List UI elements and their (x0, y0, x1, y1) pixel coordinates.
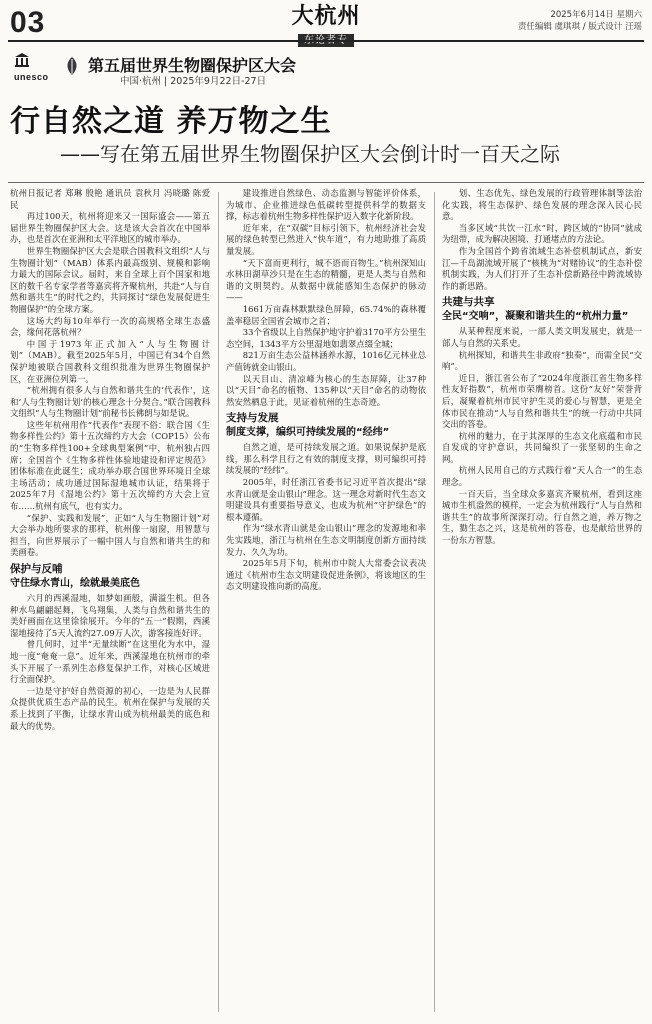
leaf-icon (64, 56, 80, 76)
paragraph: 中国于1973年正式加入“人与生物圈计划”（MAB）。截至2025年5月，中国已有34个自然保护地被联合国教科文组织批准为世界生物圈保护区，在亚洲位列第一。 (10, 338, 210, 384)
paragraph: 1661万亩森林默默绿色屏障，65.74%的森林覆盖率稳居全国省会城市之首； (226, 303, 426, 326)
issue-meta (518, 9, 642, 33)
paragraph: “保护、实践和发展”，正如“人与生物圈计划”对大会举办地所要求的那样，杭州像一扇窗，用智慧与担当，向世界展示了一幅中国人与自然和谐共生的和美画卷。 (10, 512, 210, 558)
article-column-3 (442, 188, 642, 1018)
masthead (0, 0, 652, 42)
paragraph: “杭州拥有很多人与自然和谐共生的‘代表作’，这和‘人与生物圈计划’的核心理念十分契合。”联合国教科文组织“人与生物圈计划”前秘书长佛朗与如是说。 (10, 385, 210, 419)
issue-date: 2025年6月14日 星期六 (550, 10, 642, 20)
paragraph: 这场大约每10年举行一次的高规格全球生态盛会，缘何花落杭州？ (10, 315, 210, 338)
paragraph: 建设推进自然绿色、动态监测与智能评价体系，为城市、企业推进绿色低碳转型提供科学的数据支撑，标志着杭州生物多样性保护迈入数字化新阶段。 (226, 188, 426, 222)
paragraph: 2005年，时任浙江省委书记习近平首次提出“绿水青山就是金山银山”理念。这一理念对新时代生态文明建设具有重要指导意义，也成为杭州“守护绿色”的根本遵循。 (226, 477, 426, 522)
paragraph: 近日，浙江省公布了“2024年度浙江省生物多样性友好指数”，杭州市荣膺榜首。这份“友好”荣誉背后，凝聚着杭州市民守护生灵的爱心与智慧，更是全体市民在推动“人与自然和谐共生”的统一行动中共同交出的答卷。 (442, 372, 642, 430)
brand-title: 大杭州 (291, 3, 361, 29)
editor-credit: 责任编辑 虞琪琪 / 版式设计 汪瑶 (517, 22, 642, 32)
article-column-2 (226, 188, 426, 1018)
section-heading: 支持与发展 (226, 412, 279, 425)
paragraph: 一百天后，当全球众多嘉宾齐聚杭州，看到这座城市生机盎然的模样，一定会为杭州践行“人与自然和谐共生”的故事所深深打动。行自然之道，养万物之生，勠生态之兴，这是杭州的答卷，也是献给世界的一份东方智慧。 (442, 488, 642, 546)
event-subtitle: 中国·杭州 | 2025年9月22日-27日 (120, 76, 267, 87)
section-subheading: 制度支撑，编织可持续发展的“经纬” (226, 427, 390, 439)
column-divider (434, 192, 435, 1012)
paragraph: 划、生态优先、绿色发展的行政管理体制等法治化实践，将生态保护、绿色发展的理念深入民心民意。 (442, 188, 642, 222)
subheadline: ——写在第五届世界生物圈保护区大会倒计时一百天之际 (60, 142, 560, 166)
unesco-wordmark: unesco (14, 72, 49, 82)
paragraph: 821万亩生态公益林涵养水源，1016亿元林业总产值铸就金山银山。 (226, 350, 426, 372)
paragraph: 六月的西溪湿地，如梦如画般，满溢生机。但各种水鸟翩翩起舞，飞鸟翔集，人类与自然和谐共生的美好画面在这里徐徐展开。今年的“五一”假期，西溪湿地接待了5天人流约27.09万人次，游客接连好评。 (10, 593, 210, 638)
paragraph: 杭州人民用自己的方式践行着“天人合一”的生态理念。 (442, 465, 642, 488)
event-banner (8, 50, 644, 90)
paragraph: 再过100天，杭州将迎来又一国际盛会——第五届世界生物圈保护区大会。这是该大会首次在中国举办，也是首次在亚洲和太平洋地区的城市举办。 (10, 211, 210, 245)
unesco-temple-icon (14, 52, 30, 68)
byline: 杭州日报记者 郑琳 殷艳 通讯员 袁秋月 冯晓璐 陈爱民 (10, 188, 210, 210)
paragraph: 杭州探知，和谐共生非政府“独奏”，而需全民“交响”。 (442, 349, 642, 372)
paragraph: 曾几何时，过半“无量续断”在这里化为水中，湿地一度“奄奄一息”。近年来，西溪湿地在杭州市的牵头下开展了一系列生态修复保护工作，对核心区域进行全面保护。 (10, 639, 210, 685)
section-heading: 保护与反哺 (10, 563, 63, 575)
paragraph: 自然之道，是可持续发展之道。如果说保护是底线，那么科学且行之有效的制度支撑，则可编织可持续发展的“经纬”。 (226, 442, 426, 476)
paragraph: 作为全国首个跨省流域生态补偿机制试点，新安江—千岛湖流域开展了“核桃为“对赌协议”的生态补偿机制实践，为人们打开了生态补偿新路径中跨流域协作的新思路。 (442, 245, 642, 291)
section-subheading: 守住绿水青山，绘就最美底色 (10, 578, 140, 589)
paragraph: 世界生物圈保护区大会是联合国教科文组织“人与生物圈计划”（MAB）体系内最高级别、规模和影响力最大的国际会议。届时，来自全球上百个国家和地区的数千名专家学者等嘉宾将齐聚杭州，共赴“人与自然和谐共生”的时代之约，共同探讨“绿色发展促进生物圈保护”的全球方案。 (10, 245, 210, 314)
paragraph: 一边是守护好自然资源的初心，一边是为人民群众提供优质生态产品的民生。杭州在保护与发展的关系上找到了平衡，让绿水青山成为杭州最美的底色和最大的优势。 (10, 685, 210, 731)
paragraph: 33个省级以上自然保护地守护着3170平方公里生态空间，1343平方公里湿地如翡翠点缀全城； (226, 327, 426, 349)
unesco-logo (14, 52, 58, 86)
event-title: 第五届世界生物圈保护区大会 (88, 56, 297, 75)
article-column-1 (10, 188, 210, 1018)
paragraph: 从某种程度来说，一部人类文明发展史，就是一部人与自然的关系史。 (442, 326, 642, 348)
paragraph: 杭州的魅力，在于其深厚的生态文化底蕴和市民自发成的守护意识，共同编织了一张坚韧的生命之网。 (442, 430, 642, 464)
headline-rule (8, 182, 644, 183)
section-heading: 共建与共享 (442, 296, 495, 309)
paragraph: 这些年杭州用作“代表作”表现不俗：联合国《生物多样性公约》第十五次缔约方大会（COP15）公布的“生物多样性100+全球典型案例”中，杭州独占四席；全国首个《生物多样性体验地建设和评定规范》团体标准在此诞生；成功举办联合国世界环境日全球主场活动；成功通过国际湿地城市认证，结果将于2025年7月《湿地公约》第十五次缔约方大会上宣布……杭州有底气，也有实力。 (10, 419, 210, 512)
paragraph: 当多区域“共饮一江水”时，跨区域的“协同”就成为纽带，成为解决困境、打通堵点的方法论。 (442, 222, 642, 245)
section-subheading: 全民“交响”，凝聚和谐共生的“杭州力量” (442, 311, 629, 323)
paragraph: 近年来，在“双碳”目标引领下，杭州经济社会发展的绿色转型已然进入“快车道”，有力地助推了高质量发展。 (226, 222, 426, 256)
headline: 行自然之道 养万物之生 (10, 104, 332, 139)
paragraph: 2025年5月下旬，杭州市中院人大常委会议表决通过《杭州市生态文明建设促进条例》，将该地区的生态文明建设推向新的高度。 (226, 558, 426, 592)
column-divider (218, 192, 219, 1012)
paragraph: 以天目山、清凉峰为核心的生态屏障，让37种以“天目”命名的植物、135种以“天目”命名的动物依然安然栖息于此，见证着杭州的生态奇迹。 (226, 373, 426, 407)
paragraph: 作为“绿水青山就是金山银山”理念的发源地和率先实践地，浙江与杭州在生态文明制度创新方面持续发力、久久为功。 (226, 523, 426, 557)
paragraph: “天下富而更利行，城不语而百物生。”杭州深知山水林田湖草沙只是在生态的精髓，更是人类与自然和谐的文明契约。从数据中就能感知生态保护的脉动—— (226, 257, 426, 303)
page-number: 03 (10, 6, 46, 39)
masthead-rule (8, 40, 644, 42)
